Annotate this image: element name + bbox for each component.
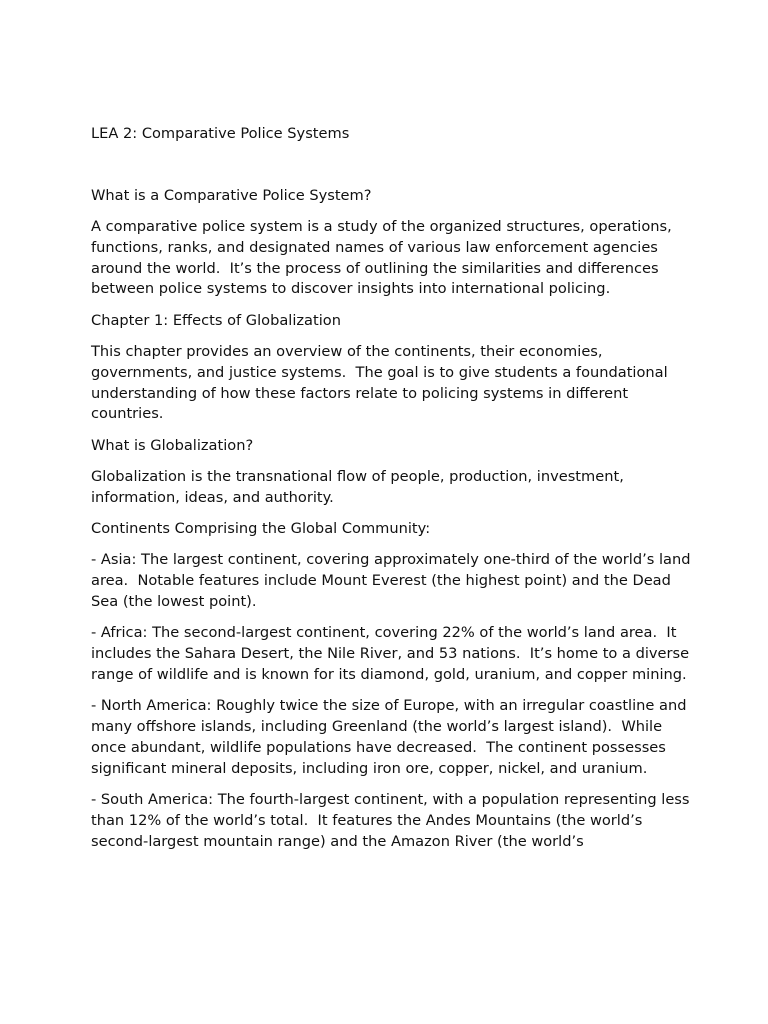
document-page: [91, 124, 696, 863]
section-heading-what-is-globalization: What is Globalization?: [91, 436, 254, 454]
section-heading-comparative-police-system: What is a Comparative Police System?: [91, 186, 372, 204]
list-item-south-america: - South America: The fourth-largest continent, with a population representing less than 12% of the world’s total. It features the Andes Mountains (the world’s second-largest mountain range) and the Amazon River (the world’s: [91, 790, 695, 850]
body-paragraph-chapter-overview: This chapter provides an overview of the continents, their economies, governments, and justice systems. The goal is to give students a foundational understanding of how these factors relate to policing systems in different countries.: [91, 343, 673, 423]
chapter-heading-globalization: Chapter 1: Effects of Globalization: [91, 311, 341, 329]
list-item-asia: - Asia: The largest continent, covering approximately one-third of the world’s land area. Notable features include Mount Everest (the highest point) and the Dead Sea (the lowest point).: [91, 551, 696, 611]
document-title: LEA 2: Comparative Police Systems: [91, 125, 350, 142]
list-item-africa: - Africa: The second-largest continent, covering 22% of the world’s land area. It includes the Sahara Desert, the Nile River, and 53 nations. It’s home to a diverse range of wildlife and is known for its diamond, gold, uranium, and copper mining.: [91, 624, 694, 683]
body-paragraph-definition: A comparative police system is a study of the organized structures, operations, functions, ranks, and designated names of various law enforcement agencies around the world. It’s the process of outlining the similarities and differences between police systems to discover insights into international policing.: [91, 218, 677, 298]
section-heading-continents: Continents Comprising the Global Community:: [91, 520, 431, 538]
body-paragraph-globalization-definition: Globalization is the transnational flow of people, production, investment, information, ideas, and authority.: [91, 468, 629, 506]
list-item-north-america: - North America: Roughly twice the size of Europe, with an irregular coastline and many offshore islands, including Greenland (the world’s largest island). While once abundant, wildlife populations have decreased. The continent possesses significant mineral deposits, including iron ore, copper, nickel, and uranium.: [91, 697, 692, 777]
